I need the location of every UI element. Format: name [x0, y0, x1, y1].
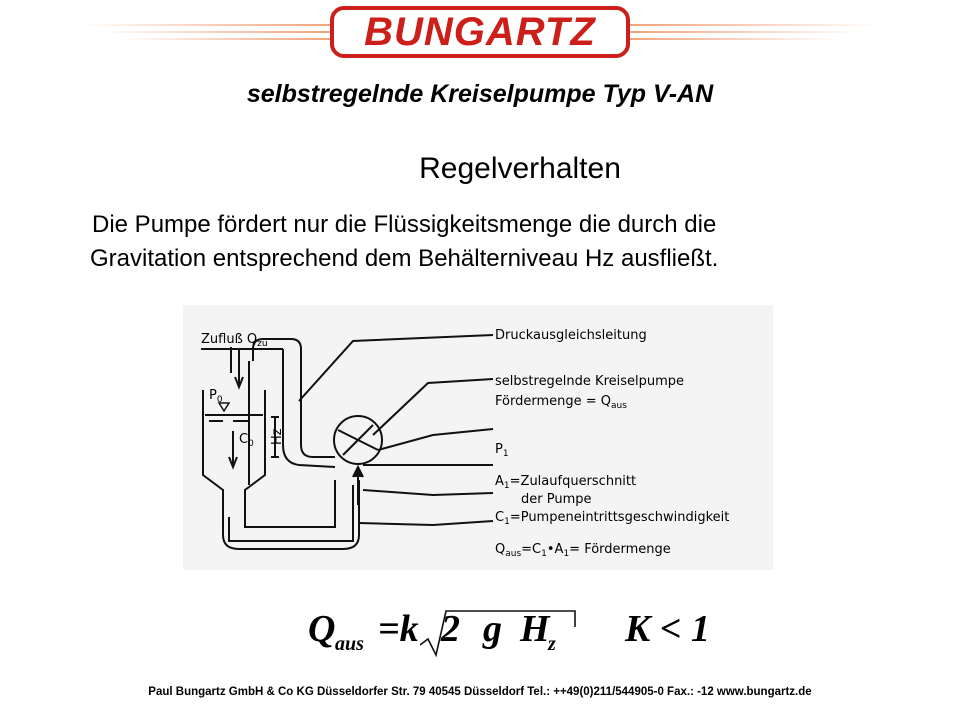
hz-label: Hz: [270, 428, 285, 445]
formula-h-subscript: z: [548, 633, 556, 655]
description: [92, 208, 952, 276]
formula-equals-k: =k: [378, 608, 419, 650]
page-title: Regelverhalten: [419, 152, 621, 185]
label-pump: selbstregelnde Kreiselpumpe: [495, 374, 685, 389]
c0-label: $C_0$: [239, 432, 254, 449]
formula-q: Q: [308, 608, 336, 650]
label-foerdermenge: Fördermenge = $Q_{aus}$: [495, 394, 627, 411]
formula-q-subscript: aus: [335, 633, 364, 655]
pump-diagram: [183, 305, 773, 570]
label-qaus: $Q_{aus}=C_1•A_1=$ Fördermenge: [495, 542, 671, 559]
footer-contact: Paul Bungartz GmbH & Co KG Düsseldorfer Str. 79 40545 Düsseldorf Tel.: ++49(0)211/544905-0 Fax.: -12 www.bungartz.de: [148, 686, 812, 698]
logo-header: [0, 0, 960, 72]
formula-condition: K < 1: [625, 608, 710, 650]
p0-label: $P_0$: [209, 388, 223, 405]
label-a1-line2: der Pumpe: [521, 492, 592, 507]
brand-logo: [330, 6, 630, 58]
formula-g: g: [483, 608, 502, 650]
description-line-1: Die Pumpe fördert nur die Flüssigkeitsmenge die durch die: [92, 211, 717, 238]
formula-two: 2: [441, 608, 460, 650]
label-a1: $A_1=Zulaufquerschnitt$: [495, 474, 637, 491]
formula-h: H: [520, 608, 550, 650]
label-druckausgleich: Druckausgleichsleitung: [495, 328, 647, 343]
flow-formula: [308, 603, 728, 663]
brand-logo-text: BUNGARTZ: [364, 9, 596, 54]
description-line-2: Gravitation entsprechend dem Behälterniveau Hz ausfließt.: [90, 245, 719, 272]
label-p1: $P_1$: [495, 442, 509, 459]
label-c1: $C_1=Pumpeneintrittsgeschwindigkeit$: [495, 510, 730, 527]
inflow-label: Zufluß $Q_{zu}$: [201, 332, 268, 349]
subtitle: selbstregelnde Kreiselpumpe Typ V-AN: [246, 80, 714, 108]
